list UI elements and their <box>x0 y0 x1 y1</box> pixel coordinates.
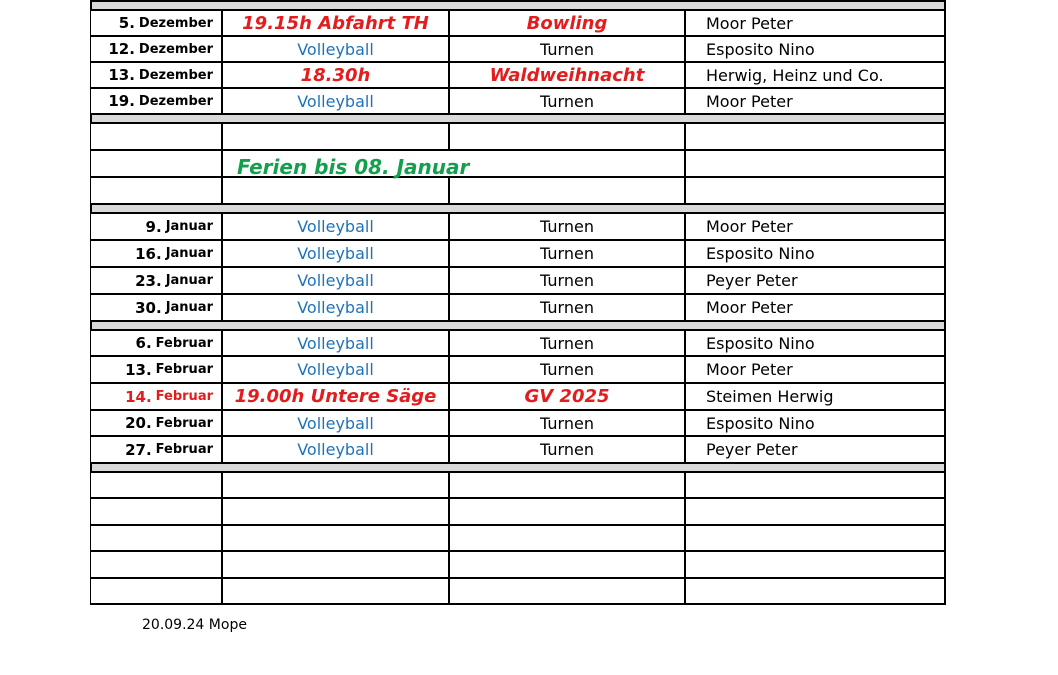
date-cell: 14. Februar <box>91 384 223 409</box>
place-cell: Turnen <box>450 437 686 462</box>
table-row <box>90 266 946 293</box>
date-cell: 19. Dezember <box>91 89 223 113</box>
place-cell: Turnen <box>450 331 686 355</box>
date-cell: 30. Januar <box>91 295 223 320</box>
activity-cell: Volleyball <box>223 241 450 266</box>
place-cell: Turnen <box>450 241 686 266</box>
section-divider <box>90 320 946 329</box>
place-cell: Bowling <box>450 11 686 35</box>
table-row <box>90 122 946 149</box>
table-row <box>90 524 946 550</box>
activity-cell: Volleyball <box>223 268 450 293</box>
date-cell: 13. Februar <box>91 357 223 382</box>
table-bottom-border <box>90 603 946 605</box>
leader-cell: Moor Peter <box>706 217 793 236</box>
section-divider <box>90 203 946 212</box>
date-cell: 9. Januar <box>91 214 223 239</box>
table-row <box>90 35 946 61</box>
activity-cell: Volleyball <box>223 214 450 239</box>
leader-cell: Esposito Nino <box>706 413 815 433</box>
date-cell: 12. Dezember <box>91 37 223 61</box>
table-row <box>90 435 946 462</box>
leader-cell: Esposito Nino <box>706 39 815 59</box>
date-cell: 20. Februar <box>91 411 223 435</box>
date-cell: 23. Januar <box>91 268 223 293</box>
leader-cell: Herwig, Heinz und Co. <box>706 65 884 85</box>
activity-cell: Volleyball <box>223 295 450 320</box>
date-cell: 16. Januar <box>91 241 223 266</box>
activity-cell: 19.15h Abfahrt TH <box>223 11 450 35</box>
leader-cell: Peyer Peter <box>706 271 798 290</box>
date-cell: 6. Februar <box>91 331 223 355</box>
schedule-table <box>90 0 946 605</box>
date-cell: 5. Dezember <box>91 11 223 35</box>
date-cell: 27. Februar <box>91 437 223 462</box>
leader-cell: Moor Peter <box>706 13 793 33</box>
leader-cell: Esposito Nino <box>706 333 815 353</box>
leader-cell: Moor Peter <box>706 298 793 317</box>
leader-cell: Moor Peter <box>706 91 793 111</box>
table-row <box>90 497 946 524</box>
activity-cell: Volleyball <box>223 331 450 355</box>
activity-cell: Volleyball <box>223 357 450 382</box>
place-cell: Turnen <box>450 268 686 293</box>
place-cell: Waldweihnacht <box>450 63 686 87</box>
table-row <box>90 239 946 266</box>
table-row <box>90 293 946 320</box>
table-row <box>90 409 946 435</box>
date-cell: 13. Dezember <box>91 63 223 87</box>
table-row <box>90 577 946 603</box>
activity-cell: 19.00h Untere Säge <box>223 384 450 409</box>
place-cell: Turnen <box>450 411 686 435</box>
table-row <box>90 329 946 355</box>
leader-cell: Moor Peter <box>706 360 793 379</box>
table-row <box>90 212 946 239</box>
activity-cell: Volleyball <box>223 411 450 435</box>
table-row <box>90 550 946 577</box>
footer-note: 20.09.24 Mope <box>142 617 247 633</box>
activity-cell: Volleyball <box>223 89 450 113</box>
table-row <box>90 61 946 87</box>
leader-cell: Peyer Peter <box>706 440 798 459</box>
section-divider <box>90 0 946 9</box>
place-cell: GV 2025 <box>450 384 686 409</box>
table-row <box>90 9 946 35</box>
table-row <box>90 471 946 497</box>
table-row <box>90 176 946 203</box>
activity-cell: Volleyball <box>223 437 450 462</box>
place-cell: Turnen <box>450 295 686 320</box>
section-divider <box>90 462 946 471</box>
activity-cell: 18.30h <box>223 63 450 87</box>
table-row <box>90 87 946 113</box>
activity-cell: Volleyball <box>223 37 450 61</box>
holiday-notice: Ferien bis 08. Januar <box>237 155 470 179</box>
table-row <box>90 382 946 409</box>
place-cell: Turnen <box>450 214 686 239</box>
table-row <box>90 149 946 176</box>
place-cell: Turnen <box>450 89 686 113</box>
leader-cell: Esposito Nino <box>706 244 815 263</box>
place-cell: Turnen <box>450 357 686 382</box>
place-cell: Turnen <box>450 37 686 61</box>
leader-cell: Steimen Herwig <box>706 387 834 406</box>
section-divider <box>90 113 946 122</box>
table-row <box>90 355 946 382</box>
